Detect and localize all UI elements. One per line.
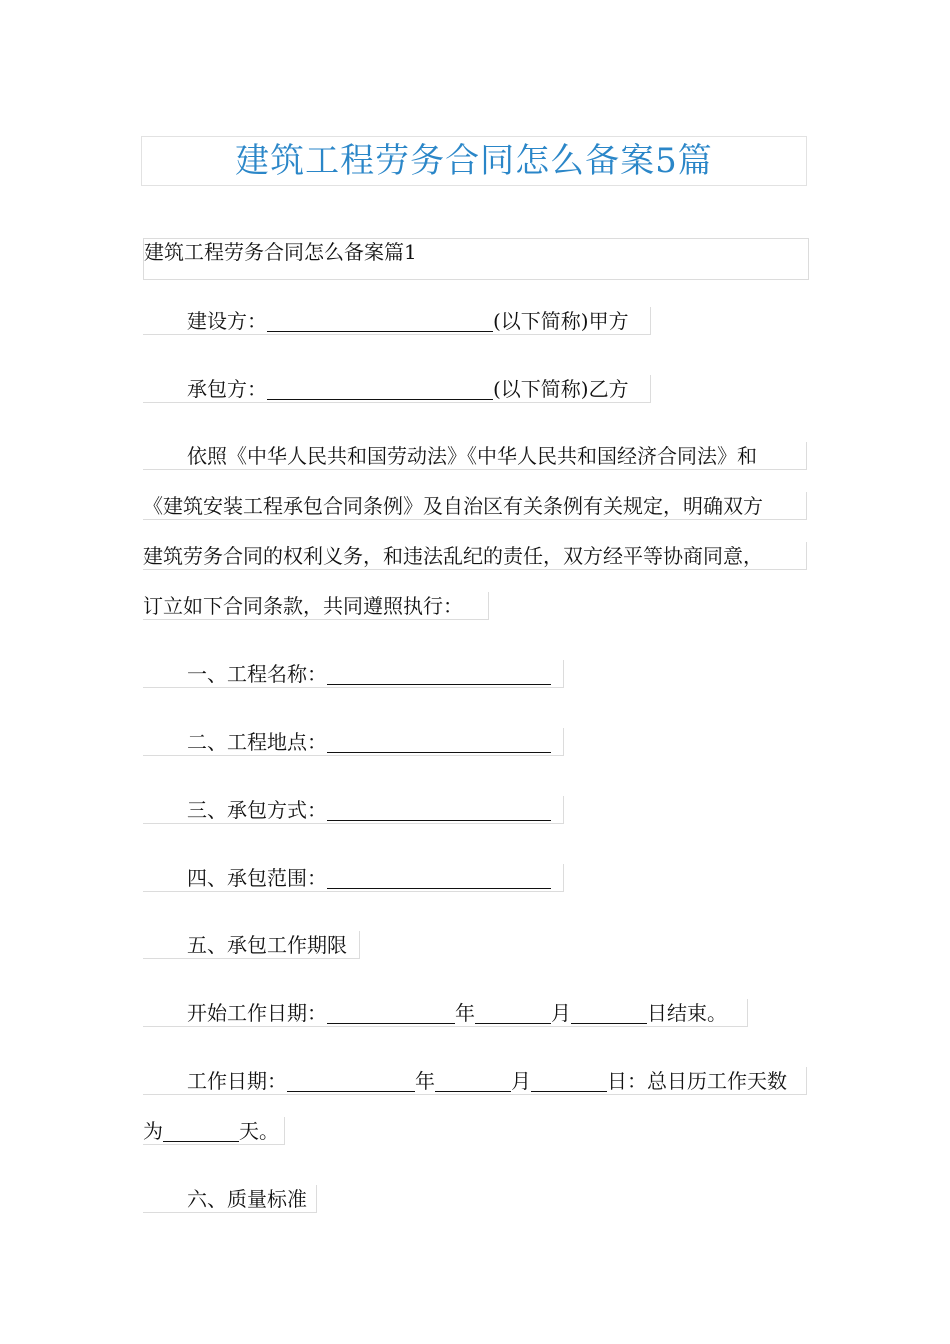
total-days-blank[interactable] [163, 1121, 239, 1142]
intro-line-1: 依照《中华人民共和国劳动法》《中华人民共和国经济合同法》和 [143, 442, 807, 470]
start-month-label: 月 [551, 1001, 571, 1025]
project-name-blank[interactable] [327, 664, 551, 685]
work-year-blank[interactable] [287, 1071, 415, 1092]
total-days-tian: 天。 [239, 1119, 279, 1143]
clause-project-location-label: 二、工程地点： [187, 730, 327, 754]
contract-scope-blank[interactable] [327, 868, 551, 889]
clause-project-location [143, 728, 564, 756]
clause-work-period: 五、承包工作期限 [143, 931, 360, 959]
work-date-line [143, 1067, 807, 1095]
section-heading: 建筑工程劳务合同怎么备案篇1 [143, 238, 809, 280]
clause-contract-scope-label: 四、承包范围： [187, 866, 327, 890]
party-b-line [143, 375, 651, 403]
party-b-label: 承包方： [187, 377, 267, 401]
start-date-line [143, 999, 748, 1027]
party-a-label: 建设方： [187, 309, 267, 333]
project-location-blank[interactable] [327, 732, 551, 753]
clause-contract-method-label: 三、承包方式： [187, 798, 327, 822]
party-b-suffix: (以下简称)乙方 [493, 377, 629, 401]
work-year-label: 年 [415, 1069, 435, 1093]
start-day-blank[interactable] [571, 1003, 647, 1024]
intro-line-4: 订立如下合同条款，共同遵照执行： [143, 592, 489, 620]
clause-project-name [143, 660, 564, 688]
document-title: 建筑工程劳务合同怎么备案5篇 [141, 136, 807, 186]
work-day-blank[interactable] [531, 1071, 607, 1092]
start-month-blank[interactable] [475, 1003, 551, 1024]
contract-method-blank[interactable] [327, 800, 551, 821]
start-date-label: 开始工作日期： [187, 1001, 327, 1025]
clause-contract-scope [143, 864, 564, 892]
total-days-line [143, 1117, 285, 1145]
clause-quality-standard: 六、质量标准 [143, 1185, 317, 1213]
intro-line-2: 《建筑安装工程承包合同条例》及自治区有关条例有关规定，明确双方 [143, 492, 807, 520]
clause-project-name-label: 一、工程名称： [187, 662, 327, 686]
total-days-wei: 为 [143, 1119, 163, 1143]
party-a-line [143, 307, 651, 335]
party-b-blank[interactable] [267, 379, 493, 400]
intro-line-3: 建筑劳务合同的权利义务，和违法乱纪的责任，双方经平等协商同意， [143, 542, 807, 570]
work-month-label: 月 [511, 1069, 531, 1093]
work-date-label: 工作日期： [187, 1069, 287, 1093]
work-day-total-label: 日：总日历工作天数 [607, 1069, 787, 1093]
work-month-blank[interactable] [435, 1071, 511, 1092]
start-day-end-label: 日结束。 [647, 1001, 727, 1025]
party-a-blank[interactable] [267, 311, 493, 332]
start-year-label: 年 [455, 1001, 475, 1025]
party-a-suffix: (以下简称)甲方 [493, 309, 629, 333]
start-year-blank[interactable] [327, 1003, 455, 1024]
clause-contract-method [143, 796, 564, 824]
